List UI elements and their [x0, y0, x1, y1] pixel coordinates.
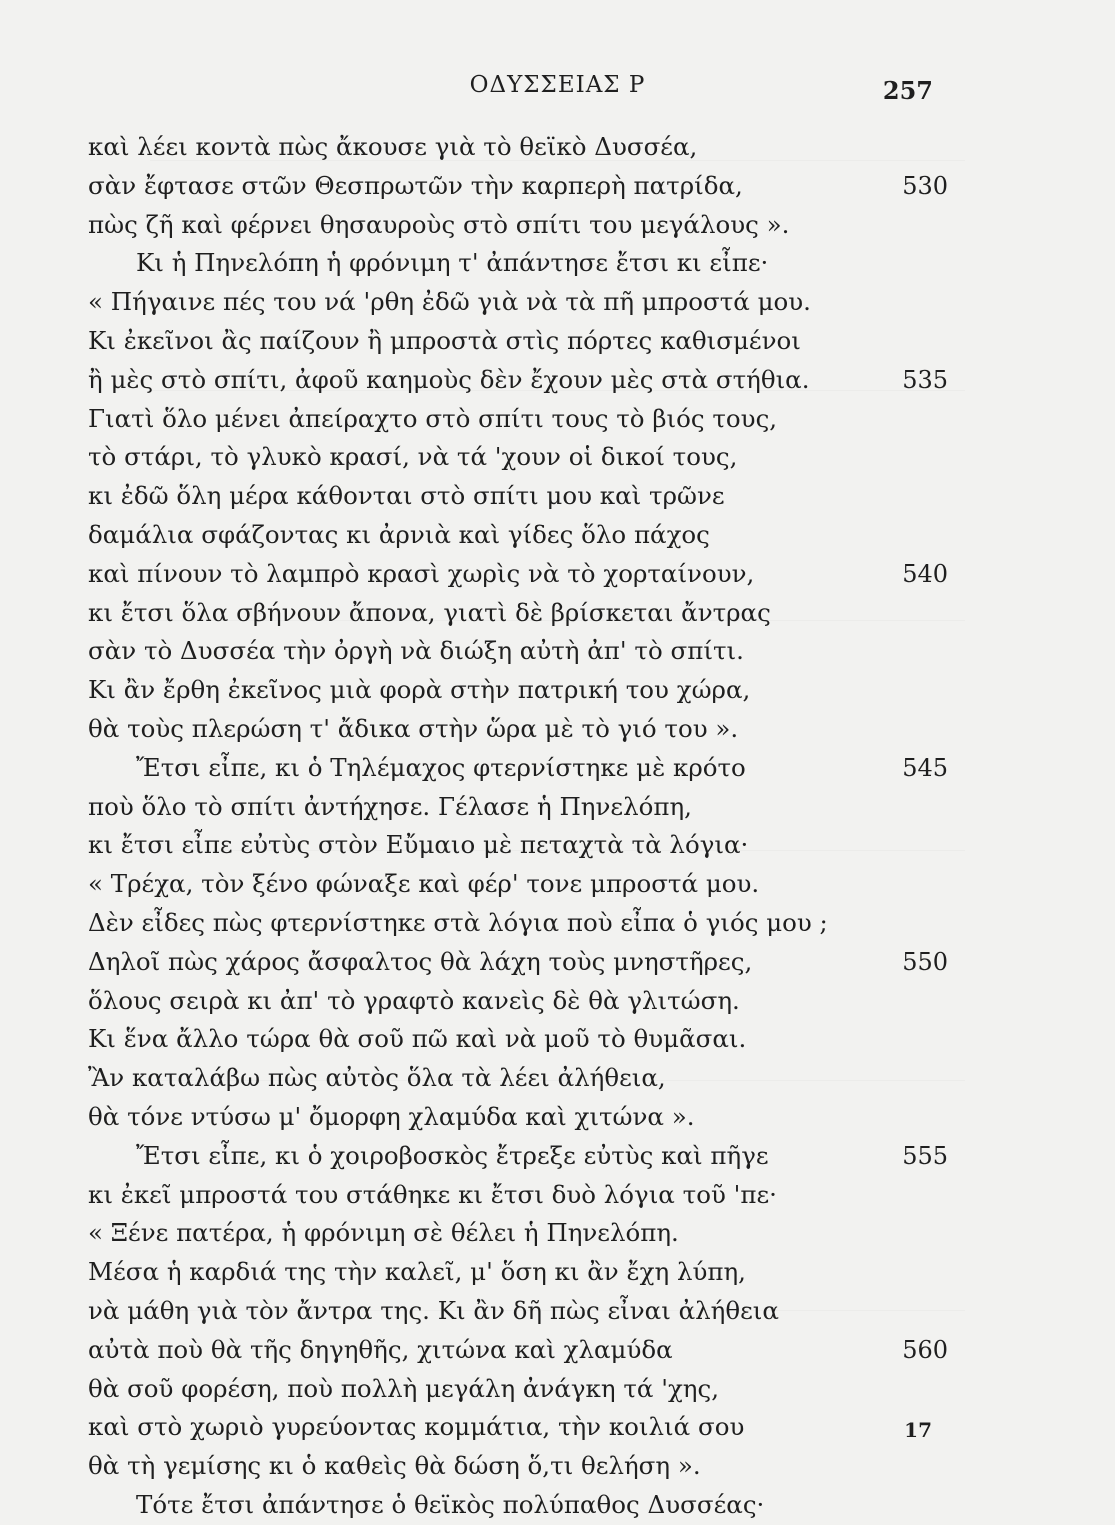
verse-text-line: αὐτὰ ποὺ θὰ τῆς δηγηθῆς, χιτώνα καὶ χλαμύδα [88, 1334, 673, 1364]
verse-text-line: πὼς ζῆ καὶ φέρνει θησαυροὺς στὸ σπίτι του μεγάλους ». [88, 209, 790, 239]
verse-line [88, 1292, 948, 1331]
verse-line [88, 632, 948, 671]
verse-line [88, 1370, 948, 1409]
verse-text-line: ὅλους σειρὰ κι ἀπ' τὸ γραφτὸ κανεὶς δὲ θὰ γλιτώση. [88, 985, 740, 1015]
verse-line [88, 1408, 948, 1447]
line-number: 540 [902, 559, 948, 588]
verse-line [88, 1059, 948, 1098]
verse-text-line: Μέσα ἡ καρδιά της τὴν καλεῖ, μ' ὅση κι ἂν ἔχη λύπη, [88, 1257, 746, 1287]
verse-line [88, 283, 948, 322]
verse-line [88, 865, 948, 904]
verse-text-line: καὶ πίνουν τὸ λαμπρὸ κρασὶ χωρὶς νὰ τὸ χορταίνουν, [88, 558, 755, 588]
signature-mark: 17 [904, 1418, 932, 1442]
verse-line [88, 1253, 948, 1292]
verse-line [88, 904, 948, 943]
verse-text-line: κι ἔτσι ὅλα σβήνουν ἄπονα, γιατὶ δὲ βρίσκεται ἄντρας [88, 597, 771, 627]
verse-text-line: ποὺ ὅλο τὸ σπίτι ἀντήχησε. Γέλασε ἡ Πηνελόπη, [88, 791, 692, 821]
line-number: 530 [902, 171, 948, 200]
verse-line [88, 982, 948, 1021]
verse-line [88, 594, 948, 633]
verse-line [88, 516, 948, 555]
verse-line [88, 167, 948, 206]
verse-line [88, 1447, 948, 1486]
verse-line [88, 943, 948, 982]
verse-line [88, 710, 948, 749]
verse-line [88, 555, 948, 594]
verse-text-line: Ἔτσι εἶπε, κι ὁ Τηλέμαχος φτερνίστηκε μὲ κρότο [136, 752, 746, 782]
verse-line [88, 1176, 948, 1215]
verse-text-line: « Ξένε πατέρα, ἡ φρόνιμη σὲ θέλει ἡ Πηνελόπη. [88, 1218, 679, 1248]
verse-text-line: Κι ἡ Πηνελόπη ἡ φρόνιμη τ' ἀπάντησε ἔτσι κι εἶπε· [136, 248, 769, 278]
line-number: 560 [902, 1335, 948, 1364]
verse-text-line: σὰν ἔφτασε στῶν Θεσπρωτῶν τὴν καρπερὴ πατρίδα, [88, 170, 743, 200]
verse-text-line: καὶ στὸ χωριὸ γυρεύοντας κομμάτια, τὴν κοιλιά σου [88, 1412, 745, 1442]
line-number: 555 [902, 1141, 948, 1170]
verse-text-line: καὶ λέει κοντὰ πὼς ἄκουσε γιὰ τὸ θεϊκὸ Δυσσέα, [88, 132, 698, 161]
line-number: 535 [902, 365, 948, 394]
verse-text-line: θὰ τοὺς πλερώση τ' ἄδικα στὴν ὥρα μὲ τὸ γιό του ». [88, 713, 739, 743]
verse-text-line: θὰ τὴ γεμίσης κι ὁ καθεὶς θὰ δώση ὅ,τι θελήση ». [88, 1451, 701, 1481]
verse-line [88, 826, 948, 865]
verse-text-line: ἢ μὲς στὸ σπίτι, ἀφοῦ καημοὺς δὲν ἔχουν μὲς στὰ στήθια. [88, 364, 810, 394]
verse-line [88, 400, 948, 439]
verse-text-line: δαμάλια σφάζοντας κι ἀρνιὰ καὶ γίδες ὅλο πάχος [88, 519, 710, 549]
verse-text-line: κι ἔτσι εἶπε εὐτὺς στὸν Εὔμαιο μὲ πεταχτὰ τὰ λόγια· [88, 830, 749, 860]
line-number: 550 [902, 947, 948, 976]
verse-line [88, 1137, 948, 1176]
verse-line [88, 1331, 948, 1370]
verse-text-line: θὰ σοῦ φορέση, ποὺ πολλὴ μεγάλη ἀνάγκη τά 'χης, [88, 1373, 719, 1403]
verse-line [88, 1214, 948, 1253]
verse-text-line: Δὲν εἶδες πὼς φτερνίστηκε στὰ λόγια ποὺ εἶπα ὁ γιός μου ; [88, 907, 828, 937]
verse-text-line: Ἔτσι εἶπε, κι ὁ χοιροβοσκὸς ἔτρεξε εὐτὺς καὶ πῆγε [136, 1140, 769, 1170]
verse-text-line: κι ἐδῶ ὅλη μέρα κάθονται στὸ σπίτι μου καὶ τρῶνε [88, 481, 725, 511]
verse-line [88, 206, 948, 245]
page-number: 257 [882, 76, 933, 105]
verse-text-line: Κι ἕνα ἄλλο τώρα θὰ σοῦ πῶ καὶ νὰ μοῦ τὸ θυμᾶσαι. [88, 1024, 747, 1054]
verse-line [88, 322, 948, 361]
verse-line [88, 438, 948, 477]
verse-text-line: Τότε ἔτσι ἀπάντησε ὁ θεϊκὸς πολύπαθος Δυσσέας· [136, 1489, 765, 1519]
running-head: ΟΔΥΣΣΕΙΑΣ Ρ [469, 72, 646, 98]
verse-text-line: Δηλοῖ πὼς χάρος ἄσφαλτος θὰ λάχη τοὺς μνηστῆρες, [88, 946, 753, 976]
verse-text-line: νὰ μάθη γιὰ τὸν ἄντρα της. Κι ἂν δῆ πὼς εἶναι ἀλήθεια [88, 1295, 779, 1325]
verse-text-line: Κι ἐκεῖνοι ἂς παίζουν ἢ μπροστὰ στὶς πόρτες καθισμένοι [88, 325, 801, 355]
verse-text-line: Κι ἂν ἔρθη ἐκεῖνος μιὰ φορὰ στὴν πατρική του χώρα, [88, 675, 751, 705]
verse-line [88, 1098, 948, 1137]
line-number: 545 [902, 753, 948, 782]
verse-text-line: « Τρέχα, τὸν ξένο φώναξε καὶ φέρ' τονε μπροστά μου. [88, 869, 760, 899]
verse-text-line: « Πήγαινε πές του νά 'ρθη ἐδῶ γιὰ νὰ τὰ πῆ μπροστά μου. [88, 287, 811, 317]
verse-text-line: θὰ τόνε ντύσω μ' ὄμορφη χλαμύδα καὶ χιτώνα ». [88, 1101, 695, 1131]
verse-line [88, 128, 948, 167]
verse-text-line: Γιατὶ ὅλο μένει ἀπείραχτο στὸ σπίτι τους τὸ βιός τους, [88, 403, 778, 433]
verse-line [88, 1020, 948, 1059]
verse-line [88, 749, 948, 788]
verse-line [88, 1486, 948, 1525]
verse-text-line: κι ἐκεῖ μπροστά του στάθηκε κι ἔτσι δυὸ λόγια τοῦ 'πε· [88, 1179, 777, 1209]
verse-line [88, 361, 948, 400]
verse-text [88, 128, 948, 1525]
verse-text-line: Ἂν καταλάβω πὼς αὐτὸς ὅλα τὰ λέει ἀλήθεια, [88, 1063, 666, 1093]
verse-line [88, 671, 948, 710]
verse-line [88, 244, 948, 283]
verse-text-line: τὸ στάρι, τὸ γλυκὸ κρασί, νὰ τά 'χουν οἱ δικοί τους, [88, 442, 738, 472]
verse-line [88, 477, 948, 516]
verse-text-line: σὰν τὸ Δυσσέα τὴν ὀργὴ νὰ διώξη αὐτὴ ἀπ' τὸ σπίτι. [88, 636, 744, 666]
verse-line [88, 788, 948, 827]
